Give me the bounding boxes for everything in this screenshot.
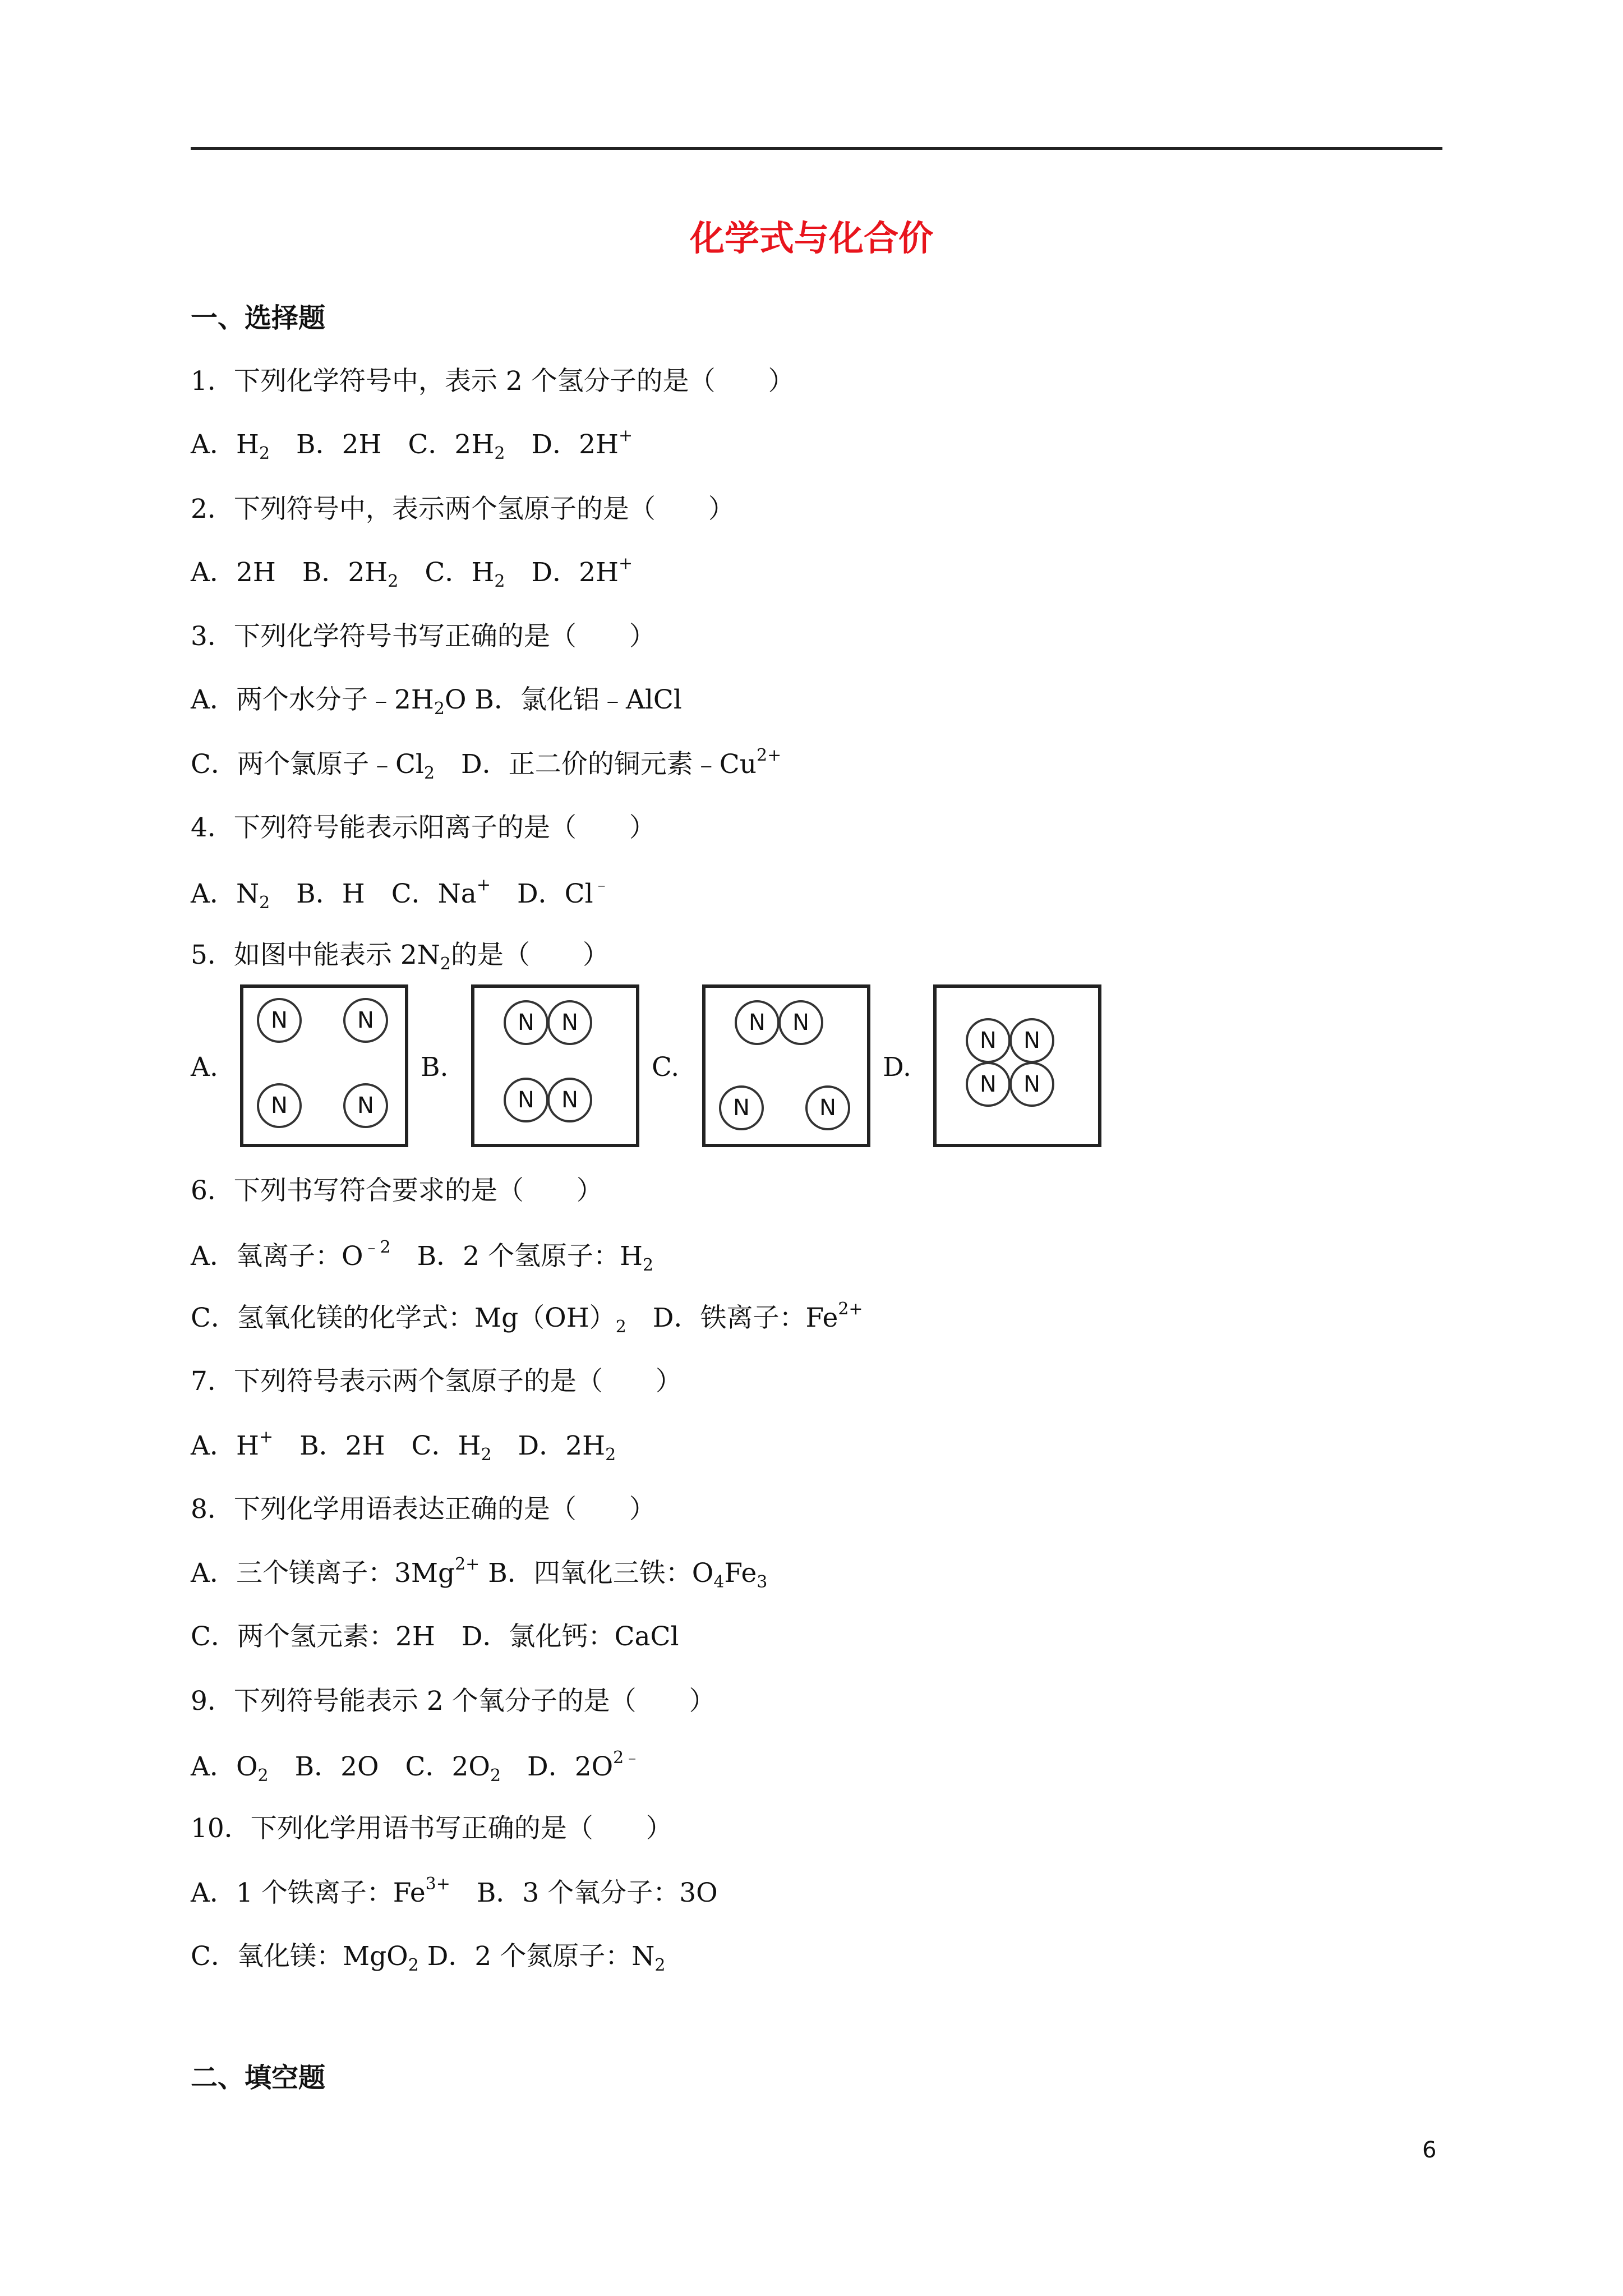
question-2: 2．下列符号中，表示两个氢原子的是（ ） <box>191 494 735 524</box>
question-7-options: A．H+ B．2H C．$H_2$ D．$2H_2$ <box>191 1427 616 1465</box>
figure-label-d: D. <box>883 1052 911 1083</box>
header-rule <box>191 147 1442 150</box>
question-1: 1．下列化学符号中，表示 2 个氢分子的是（ ） <box>191 366 795 397</box>
question-2-options: A．2H B．$2H_2$ C．$H_2$ D．2H+ <box>191 554 633 591</box>
nitrogen-atom: N <box>343 998 388 1043</box>
nitrogen-atom: N <box>547 1000 592 1045</box>
nitrogen-atom: N <box>504 1000 548 1045</box>
figure-label-c: C. <box>652 1052 680 1083</box>
question-9: 9．下列符号能表示 2 个氧分子的是（ ） <box>191 1686 716 1717</box>
question-6-options-ab: A．氧离子：$O^{﹣2}$ B．2 个氢原子：$H_2$ <box>191 1237 654 1275</box>
nitrogen-atom: N <box>343 1083 388 1128</box>
nitrogen-atom: N <box>1009 1018 1054 1063</box>
nitrogen-atom: N <box>778 1000 823 1045</box>
nitrogen-atom: N <box>805 1085 850 1130</box>
nitrogen-atom: N <box>257 1083 302 1128</box>
nitrogen-atom: N <box>966 1062 1011 1107</box>
question-10-options-cd: C．氧化镁：MgO$_2$ D．2 个氮原子：$N_2$ <box>191 1941 666 1975</box>
figure-label-b: B. <box>421 1052 449 1083</box>
question-4: 4．下列符号能表示阳离子的是（ ） <box>191 812 656 843</box>
figure-box-c <box>702 984 870 1147</box>
question-7: 7．下列符号表示两个氢原子的是（ ） <box>191 1366 682 1397</box>
question-5-figures <box>191 984 1144 1153</box>
nitrogen-atom: N <box>547 1078 592 1122</box>
figure-box-a <box>240 984 408 1147</box>
nitrogen-atom: N <box>735 1000 780 1045</box>
figure-box-b <box>471 984 639 1147</box>
page-title: 化学式与化合价 <box>689 218 933 259</box>
question-3-options-ab: A．两个水分子$﹣2H_2O$ B．氯化铝﹣AlCl <box>191 684 682 719</box>
question-8: 8．下列化学用语表达正确的是（ ） <box>191 1494 656 1525</box>
nitrogen-atom: N <box>504 1078 548 1122</box>
question-3-options-cd: C．两个氯原子$﹣Cl_2$ D．正二价的铜元素$﹣Cu^{2+}$ <box>191 746 782 783</box>
section-heading-fill: 二、填空题 <box>191 2062 326 2093</box>
nitrogen-atom: N <box>1009 1062 1054 1107</box>
question-10: 10．下列化学用语书写正确的是（ ） <box>191 1813 672 1844</box>
question-6: 6．下列书写符合要求的是（ ） <box>191 1175 603 1206</box>
question-10-options-ab: A．1 个铁离子：$Fe^{3+}$ B．3 个氧分子：3O <box>191 1874 718 1908</box>
page-number: 6 <box>1422 2137 1437 2163</box>
question-4-options: A．$N_2$ B．H C．Na+ D．Cl﹣ <box>191 875 610 913</box>
question-8-options-ab: A．三个镁离子：$3Mg^{2+}$ B．四氧化三铁：$O_4Fe_3$ <box>191 1554 768 1592</box>
figure-box-d <box>933 984 1101 1147</box>
section-heading-choice: 一、选择题 <box>191 302 326 334</box>
question-5: 5．如图中能表示 $2N_2$的是（ ） <box>191 940 609 974</box>
nitrogen-atom: N <box>257 998 302 1043</box>
question-6-options-cd: C．氢氧化镁的化学式：$Mg(OH)_2$ D．铁离子：$Fe^{2+}$ <box>191 1299 863 1337</box>
figure-label-a: A. <box>191 1052 218 1083</box>
nitrogen-atom: N <box>719 1085 764 1130</box>
question-3: 3．下列化学符号书写正确的是（ ） <box>191 621 656 652</box>
question-8-options-cd: C．两个氢元素：2H D．氯化钙：CaCl <box>191 1621 679 1652</box>
question-1-options: A．$H_2$ B．2H C．$2H_2$ D．2H+ <box>191 426 633 463</box>
question-9-options: A．$O_2$ B．2O C．$2O_2$ D．$2O^{2﹣}$ <box>191 1748 641 1786</box>
nitrogen-atom: N <box>966 1018 1011 1063</box>
